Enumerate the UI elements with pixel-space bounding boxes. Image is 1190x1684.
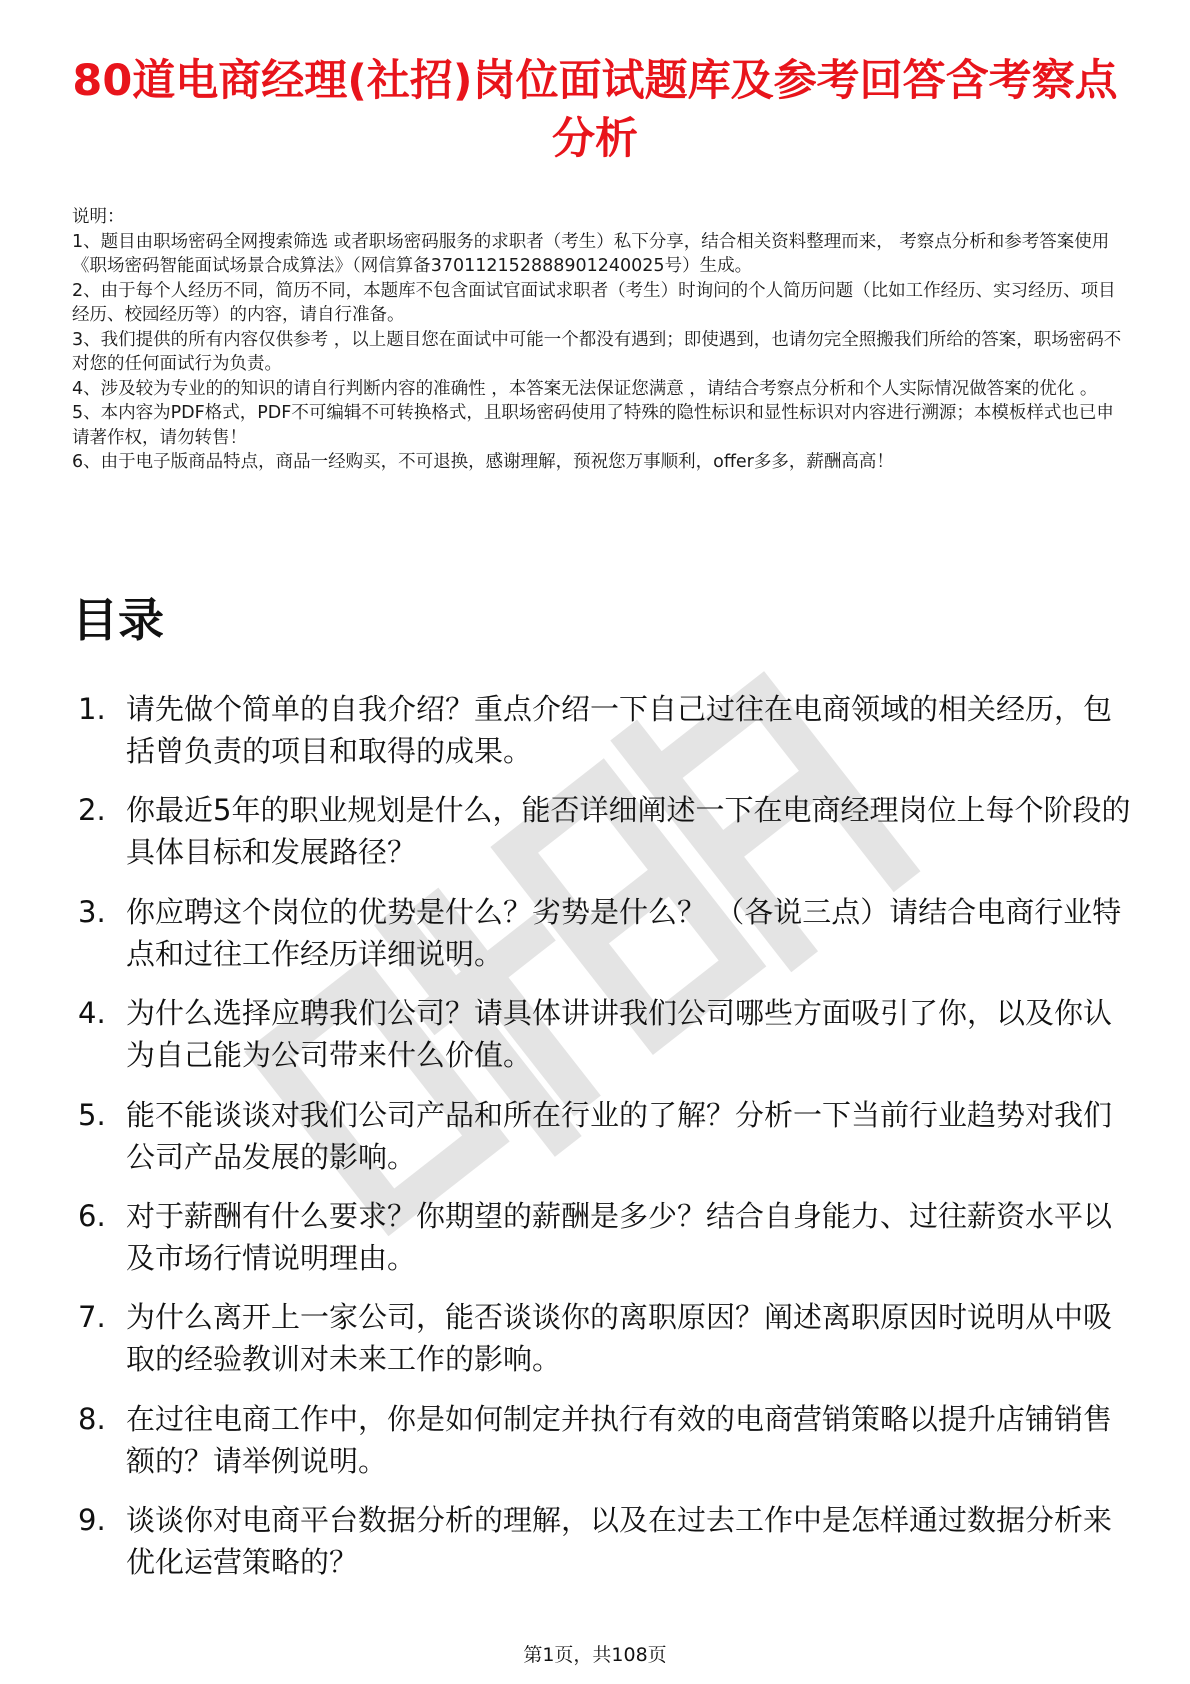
question-text: 谈谈你对电商平台数据分析的理解，以及在过去工作中是怎样通过数据分析来优化运营策略的？ [126, 1503, 1113, 1580]
question-text: 对于薪酬有什么要求？你期望的薪酬是多少？结合自身能力、过往薪资水平以及市场行情说明理由。 [126, 1198, 1113, 1275]
question-item [72, 1296, 1132, 1380]
page-footer: 第1页，共108页 [523, 1644, 667, 1666]
question-list [72, 688, 1132, 1601]
question-number: 5. [78, 1097, 106, 1132]
question-item [72, 688, 1132, 772]
note-item: 5、本内容为PDF格式，PDF不可编辑不可转换格式，且职场密码使用了特殊的隐性标识和显性标识对内容进行溯源；本模板样式也已申请著作权，请勿转售！ [72, 403, 1114, 448]
notes-section [72, 205, 1122, 475]
question-text: 能不能谈谈对我们公司产品和所在行业的了解？分析一下当前行业趋势对我们公司产品发展的影响。 [126, 1097, 1113, 1174]
question-text: 你最近5年的职业规划是什么，能否详细阐述一下在电商经理岗位上每个阶段的具体目标和发展路径？ [126, 793, 1131, 870]
toc-heading: 目录 [72, 593, 164, 647]
question-text: 你应聘这个岗位的优势是什么？劣势是什么？ （各说三点）请结合电商行业特点和过往工作经历详细说明。 [126, 894, 1122, 971]
notes-heading: 说明： [72, 207, 125, 227]
question-text: 在过往电商工作中，你是如何制定并执行有效的电商营销策略以提升店铺销售额的？请举例说明。 [126, 1401, 1113, 1478]
question-number: 1. [78, 692, 106, 726]
question-item [72, 1499, 1132, 1583]
question-number: 6. [78, 1198, 106, 1233]
question-item [72, 1195, 1132, 1279]
question-number: 7. [78, 1300, 106, 1335]
question-text: 请先做个简单的自我介绍？重点介绍一下自己过往在电商领域的相关经历，包括曾负责的项目和取得的成果。 [126, 692, 1113, 768]
question-text: 为什么离开上一家公司，能否谈谈你的离职原因？阐述离职原因时说明从中吸取的经验教训对未来工作的影响。 [126, 1300, 1113, 1377]
note-item: 2、由于每个人经历不同，简历不同，本题库不包含面试官面试求职者（考生）时询问的个人简历问题（比如工作经历、实习经历、项目经历、校园经历等）的内容，请自行准备。 [72, 280, 1116, 325]
question-number: 4. [78, 996, 106, 1031]
question-item [72, 789, 1132, 873]
note-item: 4、涉及较为专业的的知识的请自行判断内容的准确性 ，本答案无法保证您满意 ，请结合考察点分析和个人实际情况做答案的优化 。 [72, 378, 1098, 399]
question-item [72, 1094, 1132, 1178]
question-item [72, 1398, 1132, 1482]
question-text: 为什么选择应聘我们公司？请具体讲讲我们公司哪些方面吸引了你，以及你认为自己能为公司带来什么价值。 [126, 996, 1113, 1073]
question-item [72, 891, 1132, 975]
question-number: 3. [78, 894, 106, 929]
question-number: 8. [78, 1401, 106, 1436]
question-item [72, 992, 1132, 1076]
note-item: 6、由于电子版商品特点，商品一经购买，不可退换，感谢理解，预祝您万事顺利，offer多多，薪酬高高！ [72, 452, 894, 472]
document-title: 80道电商经理(社招)岗位面试题库及参考回答含考察点分析 [72, 56, 1118, 164]
question-number: 9. [78, 1503, 106, 1538]
note-item: 3、我们提供的所有内容仅供参考 ，以上题目您在面试中可能一个都没有遇到；即使遇到，也请勿完全照搬我们所给的答案，职场密码不对您的任何面试行为负责。 [72, 329, 1122, 374]
question-number: 2. [78, 793, 106, 828]
note-item: 1、题目由职场密码全网搜索筛选 或者职场密码服务的求职者（考生）私下分享，结合相关资料整理而来， 考察点分析和参考答案使用《职场密码智能面试场景合成算法》（网信算备370112152888901240025号）生成。 [72, 231, 1110, 276]
